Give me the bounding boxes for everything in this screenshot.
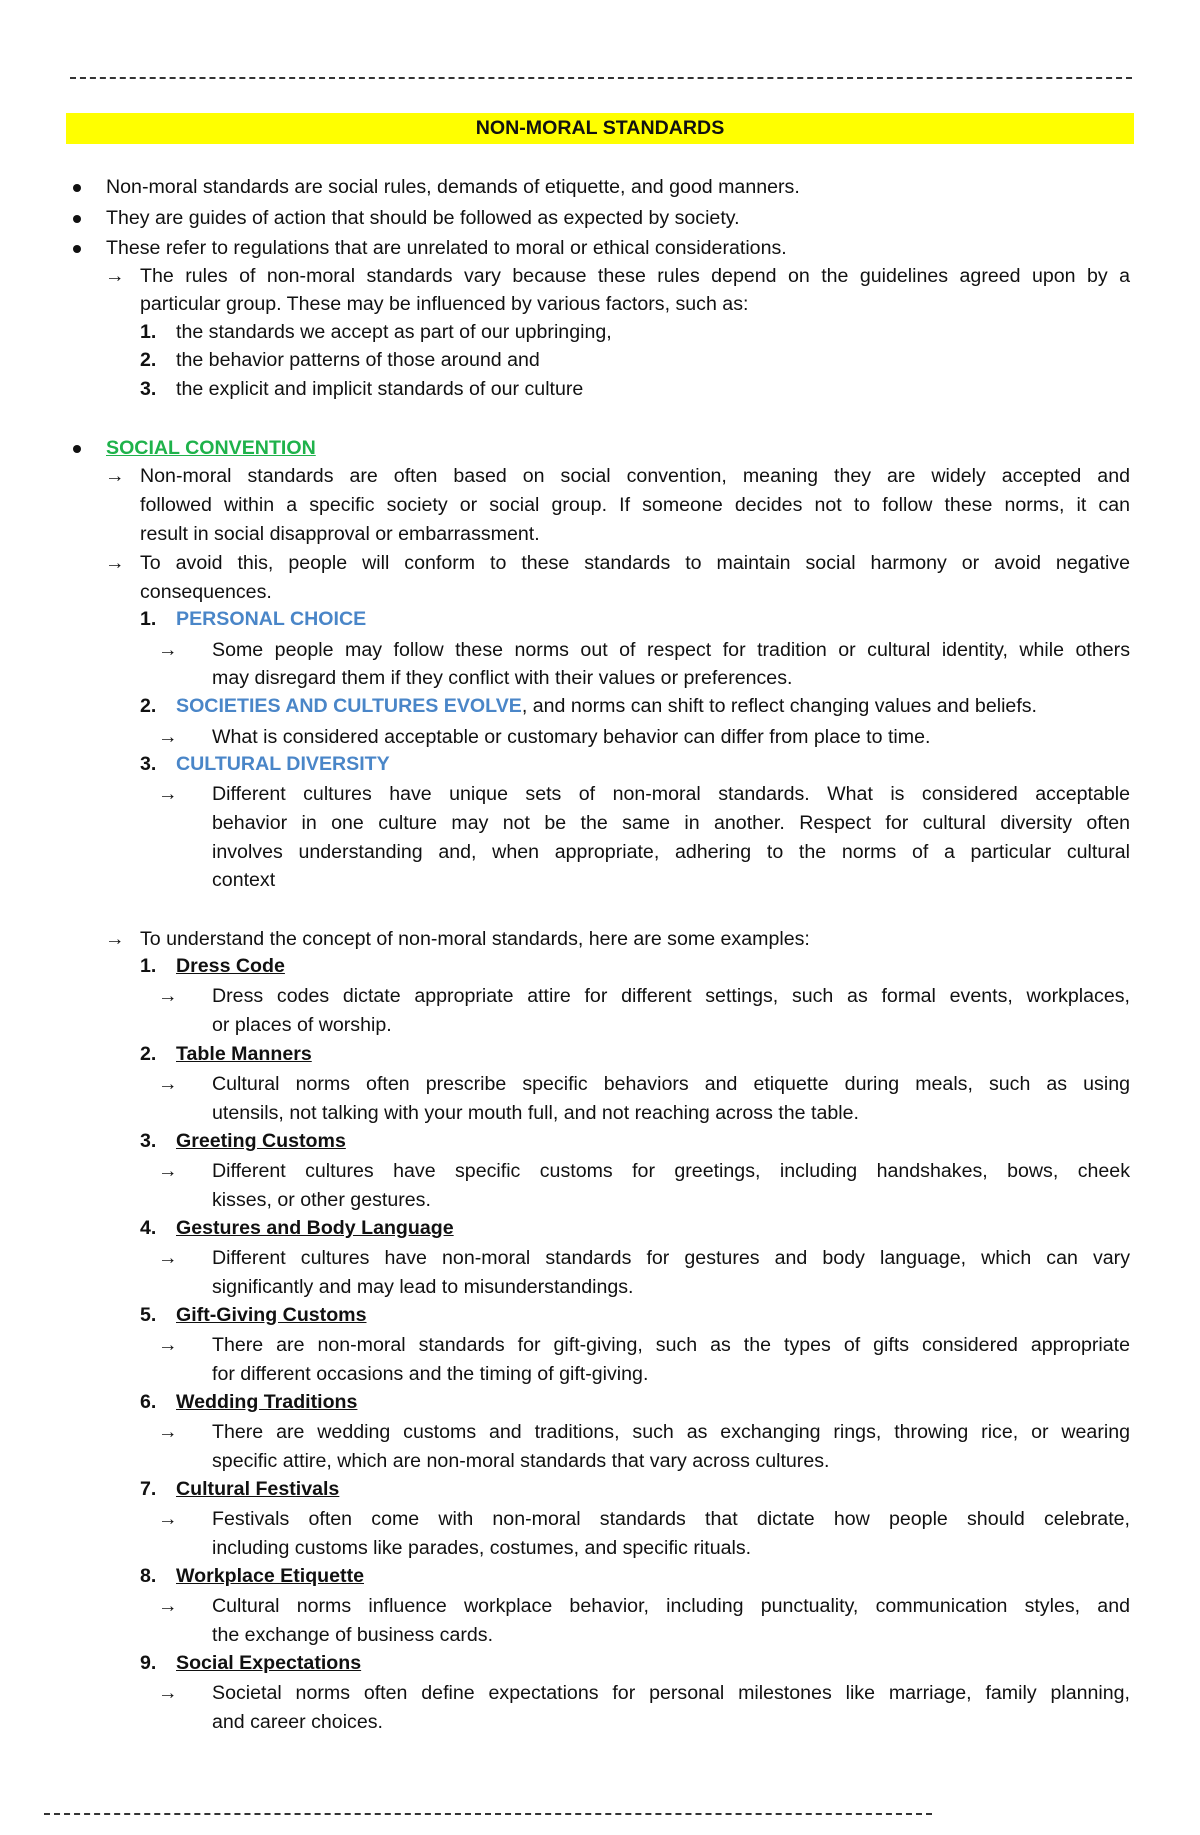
example-description-line: Cultural norms influence workplace behavior, including punctuality, communication styles, and (212, 1595, 1130, 1617)
list-number: 7. (140, 1478, 157, 1500)
paragraph-line: To understand the concept of non-moral standards, here are some examples: (140, 928, 810, 950)
example-heading: Workplace Etiquette (176, 1565, 364, 1587)
intro-bullet-text: They are guides of action that should be followed as expected by society. (106, 207, 740, 229)
factor-text: the standards we accept as part of our upbringing, (176, 321, 612, 343)
arrow-right-icon: → (105, 465, 125, 487)
social-convention-heading: SOCIAL CONVENTION (106, 437, 316, 459)
list-number: 3. (140, 1130, 157, 1152)
list-number: 2. (140, 1043, 157, 1065)
intro-bullet-text: These refer to regulations that are unrelated to moral or ethical considerations. (106, 237, 787, 259)
arrow-right-icon: → (158, 1682, 178, 1704)
factor-text: the explicit and implicit standards of our culture (176, 378, 584, 400)
example-description-line: including customs like parades, costumes, and specific rituals. (212, 1537, 752, 1559)
list-number: 1. (140, 955, 157, 977)
paragraph-line: Non-moral standards are often based on social convention, meaning they are widely accepted and (140, 465, 1130, 487)
example-description-line: Dress codes dictate appropriate attire for different settings, such as formal events, workplaces, (212, 985, 1130, 1007)
list-number: 2. (140, 695, 157, 717)
example-heading: Wedding Traditions (176, 1391, 358, 1413)
bullet-dot-icon (73, 245, 81, 253)
example-description-line: for different occasions and the timing of gift-giving. (212, 1363, 649, 1385)
item-description-line: behavior in one culture may not be the same in another. Respect for cultural diversity often (212, 812, 1130, 834)
top-dashed-rule (70, 77, 1132, 79)
bullet-dot-icon (73, 215, 81, 223)
list-number: 8. (140, 1565, 157, 1587)
paragraph-line: To avoid this, people will conform to these standards to maintain social harmony or avoid negative (140, 552, 1130, 574)
arrow-right-icon: → (158, 1160, 178, 1182)
paragraph-line: The rules of non-moral standards vary because these rules depend on the guidelines agreed upon by a (140, 265, 1130, 287)
list-number: 2. (140, 349, 157, 371)
factor-text: the behavior patterns of those around and (176, 349, 540, 371)
item-description-line: may disregard them if they conflict with their values or preferences. (212, 667, 793, 689)
arrow-right-icon: → (105, 265, 125, 287)
example-description-line: Different cultures have non-moral standards for gestures and body language, which can vary (212, 1247, 1130, 1269)
bullet-dot-icon (73, 184, 81, 192)
example-heading: Social Expectations (176, 1652, 362, 1674)
example-description-line: Cultural norms often prescribe specific behaviors and etiquette during meals, such as using (212, 1073, 1130, 1095)
example-description-line: Festivals often come with non-moral standards that dictate how people should celebrate, (212, 1508, 1130, 1530)
arrow-right-icon: → (158, 1334, 178, 1356)
list-number: 1. (140, 321, 157, 343)
bottom-dashed-rule (44, 1813, 932, 1815)
item-heading-line (176, 694, 1037, 718)
section-heading-social-convention (106, 436, 316, 460)
arrow-right-icon: → (105, 552, 125, 574)
paragraph-line: result in social disapproval or embarrassment. (140, 523, 540, 545)
item-description-line: involves understanding and, when appropriate, adhering to the norms of a particular cultural (212, 841, 1130, 863)
paragraph-line: followed within a specific society or social group. If someone decides not to follow these norms, it can (140, 494, 1130, 516)
list-number: 3. (140, 753, 157, 775)
example-description-line: significantly and may lead to misunderstandings. (212, 1276, 634, 1298)
example-description-line: utensils, not talking with your mouth full, and not reaching across the table. (212, 1102, 859, 1124)
example-heading: Greeting Customs (176, 1130, 346, 1152)
arrow-right-icon: → (158, 1073, 178, 1095)
list-number: 4. (140, 1217, 157, 1239)
bullet-dot-icon (73, 445, 81, 453)
example-description-line: kisses, or other gestures. (212, 1189, 431, 1211)
example-heading: Cultural Festivals (176, 1478, 340, 1500)
example-description-line: There are wedding customs and traditions, such as exchanging rings, throwing rice, or wearing (212, 1421, 1130, 1443)
arrow-right-icon: → (158, 1421, 178, 1443)
example-description-line: or places of worship. (212, 1014, 392, 1036)
item-description-line: Some people may follow these norms out of respect for tradition or cultural identity, while others (212, 639, 1130, 661)
list-number: 9. (140, 1652, 157, 1674)
example-description-line: the exchange of business cards. (212, 1624, 494, 1646)
page-title: NON-MORAL STANDARDS (66, 113, 1134, 144)
arrow-right-icon: → (158, 1247, 178, 1269)
example-description-line: and career choices. (212, 1711, 383, 1733)
item-heading-line (176, 752, 390, 776)
list-number: 1. (140, 608, 157, 630)
example-description-line: specific attire, which are non-moral standards that vary across cultures. (212, 1450, 830, 1472)
item-description-line: What is considered acceptable or customary behavior can differ from place to time. (212, 726, 931, 748)
example-heading: Gestures and Body Language (176, 1217, 454, 1239)
arrow-right-icon: → (105, 928, 125, 950)
arrow-right-icon: → (158, 783, 178, 805)
item-description-line: context (212, 869, 276, 891)
blue-item-heading: CULTURAL DIVERSITY (176, 753, 390, 775)
item-description-line: Different cultures have unique sets of non-moral standards. What is considered acceptable (212, 783, 1130, 805)
blue-item-heading: SOCIETIES AND CULTURES EVOLVE (176, 695, 522, 717)
example-description-line: Societal norms often define expectations for personal milestones like marriage, family planning, (212, 1682, 1130, 1704)
intro-bullet-text: Non-moral standards are social rules, demands of etiquette, and good manners. (106, 176, 800, 198)
example-description-line: Different cultures have specific customs for greetings, including handshakes, bows, cheek (212, 1160, 1130, 1182)
list-number: 6. (140, 1391, 157, 1413)
item-heading-rest: , and norms can shift to reflect changing values and beliefs. (521, 695, 1038, 717)
example-heading: Gift-Giving Customs (176, 1304, 367, 1326)
example-description-line: There are non-moral standards for gift-giving, such as the types of gifts considered appropriate (212, 1334, 1130, 1356)
arrow-right-icon: → (158, 639, 178, 661)
example-heading: Table Manners (176, 1043, 312, 1065)
arrow-right-icon: → (158, 1595, 178, 1617)
paragraph-line: consequences. (140, 581, 272, 603)
blue-item-heading: PERSONAL CHOICE (176, 608, 367, 630)
arrow-right-icon: → (158, 726, 178, 748)
arrow-right-icon: → (158, 985, 178, 1007)
list-number: 5. (140, 1304, 157, 1326)
paragraph-line: particular group. These may be influenced by various factors, such as: (140, 293, 749, 315)
list-number: 3. (140, 378, 157, 400)
arrow-right-icon: → (158, 1508, 178, 1530)
item-heading-line (176, 607, 366, 631)
example-heading: Dress Code (176, 955, 285, 977)
